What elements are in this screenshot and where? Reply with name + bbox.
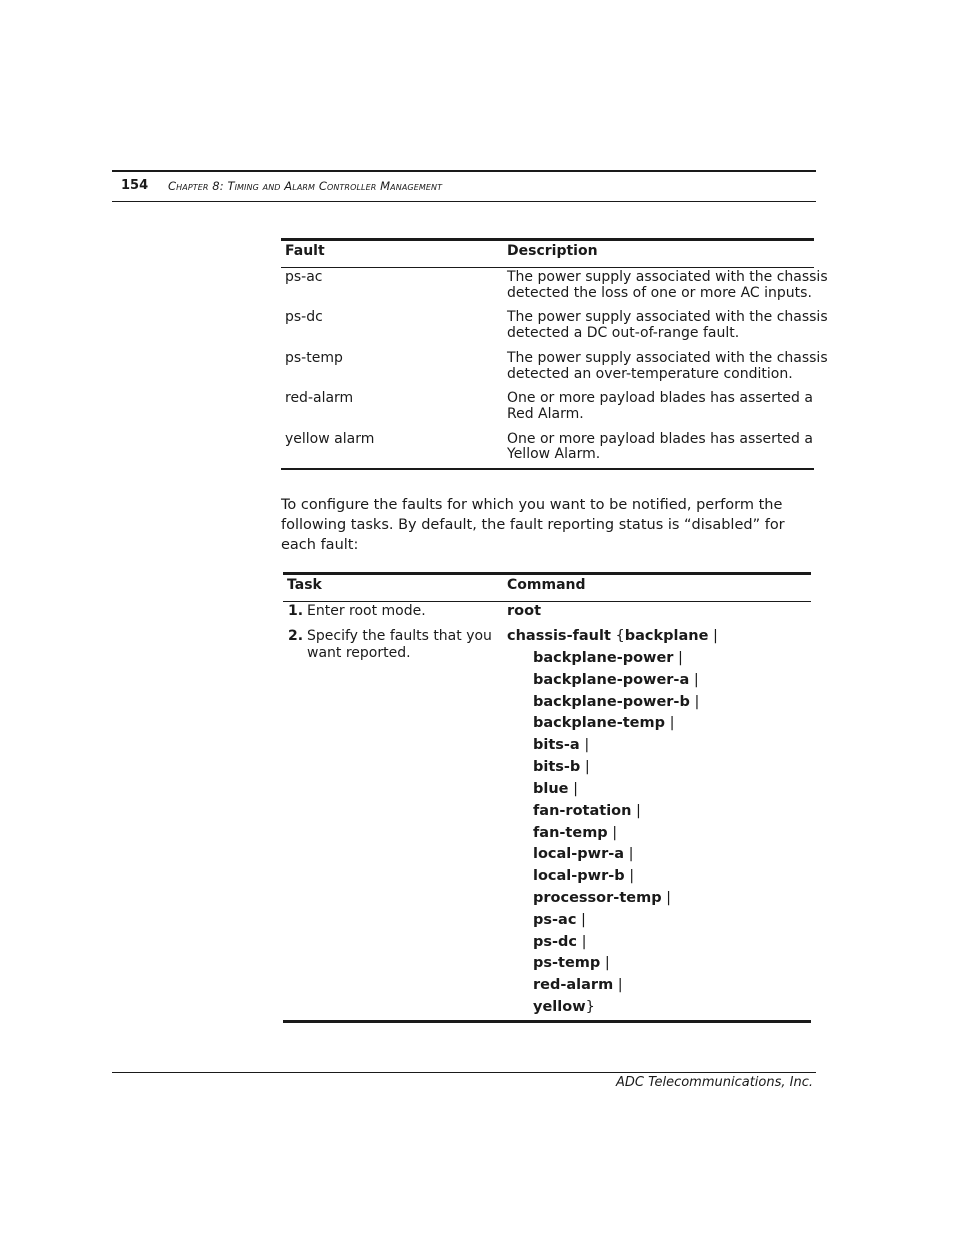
command-option: bits-b	[533, 759, 581, 775]
command-option: backplane-power-a	[533, 672, 690, 688]
command-line	[533, 889, 671, 907]
command-separator: |	[673, 650, 683, 666]
fault-cell: red-alarm	[285, 390, 354, 406]
command-separator: |	[624, 868, 635, 884]
command-separator: |	[600, 955, 610, 971]
command-separator: |	[689, 672, 699, 688]
command-option: backplane	[624, 628, 709, 644]
command-option: blue	[533, 781, 569, 797]
command-line	[533, 845, 634, 863]
command-separator: |	[577, 934, 587, 950]
command-line	[533, 867, 634, 885]
command-line	[533, 758, 590, 776]
command-separator: |	[576, 912, 586, 928]
command-option: ps-dc	[533, 934, 578, 950]
command-separator: |	[624, 846, 634, 862]
fault-column-header: Fault	[285, 243, 325, 259]
task-text: want reported.	[307, 645, 411, 661]
command-separator: |	[580, 759, 590, 775]
description-line: One or more payload blades has asserted a	[507, 390, 813, 406]
command-line	[533, 671, 699, 689]
description-column-header: Description	[507, 243, 598, 259]
fault-table-header-rule	[281, 267, 814, 268]
command-line	[533, 824, 617, 842]
fault-table-top-rule	[281, 238, 814, 241]
footer-rule	[112, 1072, 816, 1073]
task-table-top-rule	[283, 572, 811, 575]
command-separator: |	[661, 890, 672, 906]
header-bottom-rule	[112, 201, 816, 202]
command-line	[533, 736, 589, 754]
description-line: detected the loss of one or more AC inputs.	[507, 285, 812, 301]
command-separator: |	[664, 715, 675, 731]
description-line: The power supply associated with the chassis	[507, 309, 828, 325]
command-option: processor-temp	[533, 890, 662, 906]
command-option: fan-temp	[533, 825, 608, 841]
task-table-bottom-rule	[283, 1020, 811, 1023]
fault-cell: ps-ac	[285, 269, 323, 285]
command-line	[533, 714, 674, 732]
command-option: fan-rotation	[533, 803, 632, 819]
footer-company: ADC Telecommunications, Inc.	[616, 1075, 813, 1090]
fault-cell: yellow alarm	[285, 431, 375, 447]
command-separator: |	[607, 825, 618, 841]
command-keyword: root	[507, 603, 542, 619]
task-text: Enter root mode.	[307, 603, 426, 619]
description-line: One or more payload blades has asserted a	[507, 431, 813, 447]
task-text: Specify the faults that you	[307, 628, 492, 644]
command-line	[533, 693, 699, 711]
chapter-title: Chapter 8: Timing and Alarm Controller Management	[168, 179, 443, 193]
command-separator: |	[689, 694, 700, 710]
command-line	[507, 627, 718, 645]
command-line	[533, 802, 641, 820]
command-option: backplane-power-b	[533, 694, 690, 710]
command-line	[533, 933, 587, 951]
task-number: 1.	[288, 603, 304, 619]
command-line	[533, 649, 683, 667]
command-line	[533, 780, 578, 798]
command-option: backplane-temp	[533, 715, 665, 731]
command-option: yellow	[533, 999, 586, 1015]
command-option: ps-ac	[533, 912, 577, 928]
task-table-header-rule	[283, 601, 811, 602]
command-line	[533, 998, 595, 1016]
description-line: detected a DC out-of-range fault.	[507, 325, 740, 341]
command-line	[533, 976, 623, 994]
fault-cell: ps-dc	[285, 309, 323, 325]
command-separator: |	[613, 977, 623, 993]
fault-cell: ps-temp	[285, 350, 343, 366]
description-line: The power supply associated with the chassis	[507, 350, 828, 366]
command-option: red-alarm	[533, 977, 614, 993]
command-option: local-pwr-b	[533, 868, 625, 884]
command-separator: |	[708, 628, 718, 644]
description-line: detected an over-temperature condition.	[507, 366, 793, 382]
task-column-header: Task	[287, 577, 322, 593]
command-separator: {	[610, 628, 625, 644]
command-separator: |	[631, 803, 641, 819]
task-number: 2.	[288, 628, 304, 644]
command-separator: }	[585, 999, 595, 1015]
command-line	[533, 954, 610, 972]
description-line: Yellow Alarm.	[507, 446, 601, 462]
fault-table-bottom-rule	[281, 468, 814, 470]
intro-paragraph: To configure the faults for which you want to be notified, perform the following tasks. By default, the fault reporting status is “disabled” for each fault:	[281, 497, 785, 553]
command-option: ps-temp	[533, 955, 601, 971]
header-top-rule	[112, 170, 816, 172]
page-number: 154	[121, 178, 149, 193]
command-separator: |	[579, 737, 590, 753]
command-root	[507, 602, 541, 620]
command-separator: |	[568, 781, 579, 797]
command-column-header: Command	[507, 577, 586, 593]
command-option: local-pwr-a	[533, 846, 625, 862]
description-line: The power supply associated with the chassis	[507, 269, 828, 285]
command-keyword: chassis-fault	[507, 628, 611, 644]
command-option: backplane-power	[533, 650, 674, 666]
command-line	[533, 911, 586, 929]
description-line: Red Alarm.	[507, 406, 584, 422]
command-option: bits-a	[533, 737, 580, 753]
